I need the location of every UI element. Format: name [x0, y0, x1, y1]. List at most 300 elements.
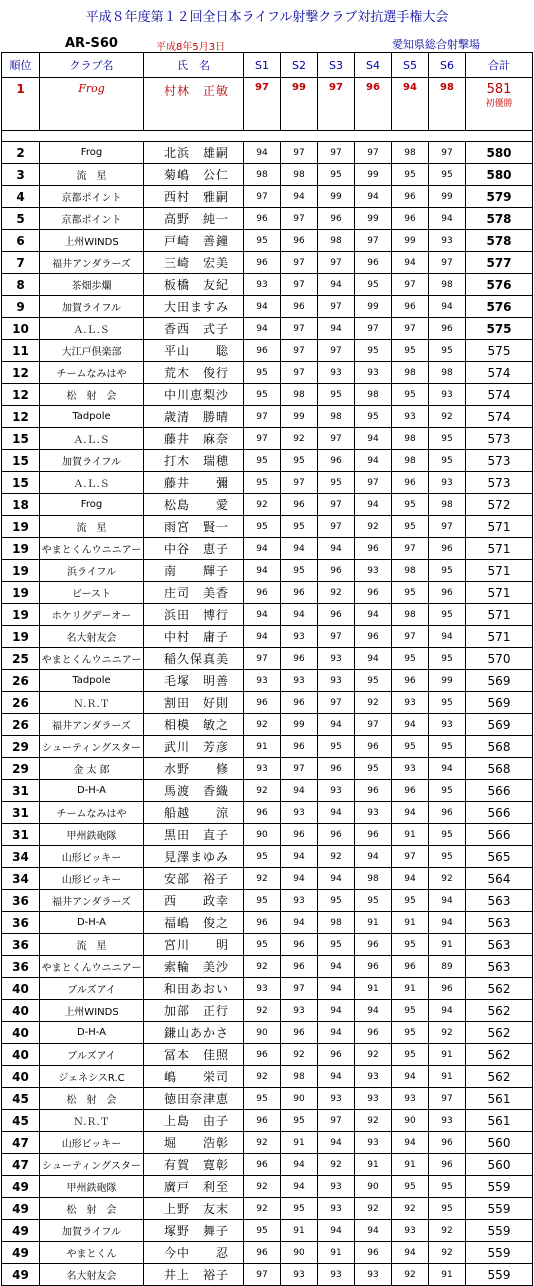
score-cell: 97 — [392, 318, 429, 340]
score-cell: 97 — [355, 318, 392, 340]
score-cell: 95 — [318, 384, 355, 406]
club-cell: 金 太 郎 — [40, 758, 144, 780]
score-cell: 93 — [355, 560, 392, 582]
score-cell: 94 — [355, 186, 392, 208]
club-cell: D-H-A — [40, 780, 144, 802]
score-cell: 97 — [318, 142, 355, 164]
score-cell: 91 — [429, 1066, 466, 1088]
rank-cell: 15 — [2, 428, 40, 450]
club-cell: Ａ.Ｌ.Ｓ — [40, 428, 144, 450]
score-cell: 97 — [429, 142, 466, 164]
table-row — [2, 274, 533, 296]
score-cell: 94 — [244, 560, 281, 582]
score-cell: 94 — [318, 978, 355, 1000]
rank-cell: 25 — [2, 648, 40, 670]
score-cell: 92 — [429, 1242, 466, 1264]
rank-cell: 19 — [2, 516, 40, 538]
total-cell: 568 — [466, 736, 533, 758]
score-cell: 95 — [318, 934, 355, 956]
score-cell: 91 — [392, 824, 429, 846]
score-cell: 91 — [392, 978, 429, 1000]
score-cell: 98 — [429, 78, 466, 131]
name-cell: 索輪 美沙 — [144, 956, 244, 978]
score-cell: 91 — [355, 912, 392, 934]
table-row — [2, 758, 533, 780]
score-cell: 94 — [318, 318, 355, 340]
total-cell: 575 — [466, 318, 533, 340]
score-cell: 94 — [318, 802, 355, 824]
club-cell: 京都ポイント — [40, 186, 144, 208]
total-cell: 562 — [466, 1066, 533, 1088]
score-cell: 94 — [244, 604, 281, 626]
rank-cell: 49 — [2, 1264, 40, 1286]
rank-cell: 9 — [2, 296, 40, 318]
rank-cell: 31 — [2, 824, 40, 846]
score-cell: 92 — [244, 1198, 281, 1220]
club-cell: 京都ポイント — [40, 208, 144, 230]
score-cell: 96 — [318, 824, 355, 846]
score-cell: 96 — [244, 252, 281, 274]
score-cell: 90 — [281, 1242, 318, 1264]
score-cell: 93 — [392, 1088, 429, 1110]
score-cell: 96 — [244, 340, 281, 362]
score-cell: 98 — [429, 274, 466, 296]
score-cell: 94 — [318, 1000, 355, 1022]
score-cell: 94 — [355, 846, 392, 868]
score-cell: 97 — [392, 274, 429, 296]
name-cell: 打木 瑞穂 — [144, 450, 244, 472]
total-cell: 559 — [466, 1242, 533, 1264]
club-cell: Ａ.Ｌ.Ｓ — [40, 318, 144, 340]
score-cell: 96 — [355, 956, 392, 978]
score-cell: 94 — [355, 604, 392, 626]
score-cell: 97 — [355, 142, 392, 164]
score-cell: 94 — [392, 252, 429, 274]
score-cell: 90 — [281, 1088, 318, 1110]
table-row — [2, 472, 533, 494]
score-cell: 93 — [429, 384, 466, 406]
table-row — [2, 1264, 533, 1286]
score-cell: 97 — [281, 340, 318, 362]
total-cell: 574 — [466, 362, 533, 384]
table-row — [2, 1242, 533, 1264]
score-cell: 94 — [392, 802, 429, 824]
score-cell: 94 — [318, 956, 355, 978]
score-cell: 97 — [355, 472, 392, 494]
score-cell: 96 — [392, 296, 429, 318]
score-cell: 93 — [355, 1132, 392, 1154]
score-cell: 96 — [318, 208, 355, 230]
club-cell: 福井アンダラーズ — [40, 714, 144, 736]
table-row — [2, 340, 533, 362]
table-row — [2, 824, 533, 846]
score-cell: 95 — [355, 274, 392, 296]
score-cell: 98 — [318, 406, 355, 428]
score-cell: 96 — [244, 1154, 281, 1176]
name-cell: 藤井 麻奈 — [144, 428, 244, 450]
club-cell: Frog — [40, 494, 144, 516]
score-cell: 97 — [355, 714, 392, 736]
score-cell: 94 — [392, 868, 429, 890]
score-cell: 93 — [429, 230, 466, 252]
table-row — [2, 1132, 533, 1154]
club-cell: Tadpole — [40, 406, 144, 428]
score-cell: 98 — [429, 362, 466, 384]
rank-cell: 4 — [2, 186, 40, 208]
score-cell: 95 — [429, 450, 466, 472]
score-cell: 90 — [355, 1176, 392, 1198]
score-cell: 95 — [244, 472, 281, 494]
club-cell: Ａ.Ｌ.Ｓ — [40, 472, 144, 494]
score-cell: 96 — [392, 780, 429, 802]
score-cell: 95 — [429, 780, 466, 802]
rank-cell: 40 — [2, 1044, 40, 1066]
total-cell: 571 — [466, 560, 533, 582]
club-cell: 山形ビッキー — [40, 868, 144, 890]
name-cell: 上野 友末 — [144, 1198, 244, 1220]
score-cell: 94 — [355, 428, 392, 450]
score-cell: 93 — [429, 472, 466, 494]
score-cell: 93 — [244, 670, 281, 692]
rank-cell: 10 — [2, 318, 40, 340]
total-cell: 576 — [466, 296, 533, 318]
club-cell: 加賀ライフル — [40, 450, 144, 472]
club-cell: 流 星 — [40, 516, 144, 538]
table-row — [2, 428, 533, 450]
score-cell: 97 — [281, 142, 318, 164]
score-cell: 94 — [392, 1242, 429, 1264]
score-cell: 94 — [244, 626, 281, 648]
score-cell: 91 — [281, 1132, 318, 1154]
score-cell: 98 — [355, 868, 392, 890]
rank-cell: 31 — [2, 780, 40, 802]
score-cell: 95 — [318, 164, 355, 186]
total-cell: 574 — [466, 384, 533, 406]
total-cell: 569 — [466, 714, 533, 736]
score-cell: 93 — [392, 406, 429, 428]
score-cell: 96 — [429, 978, 466, 1000]
table-row — [2, 1220, 533, 1242]
event-date: 平成8年5月3日 — [156, 42, 226, 53]
score-cell: 95 — [355, 890, 392, 912]
table-row — [2, 560, 533, 582]
score-cell: 92 — [355, 1198, 392, 1220]
table-row — [2, 868, 533, 890]
score-cell: 94 — [281, 780, 318, 802]
total-cell: 559 — [466, 1220, 533, 1242]
score-cell: 97 — [281, 208, 318, 230]
score-cell: 92 — [244, 780, 281, 802]
name-cell: 藤井 彌 — [144, 472, 244, 494]
club-cell: ブルズアイ — [40, 978, 144, 1000]
club-cell: 山形ビッキー — [40, 846, 144, 868]
rank-cell: 40 — [2, 1000, 40, 1022]
table-row — [2, 846, 533, 868]
name-cell: 今中 忍 — [144, 1242, 244, 1264]
score-cell: 96 — [281, 648, 318, 670]
score-cell: 96 — [281, 494, 318, 516]
score-cell: 94 — [244, 538, 281, 560]
name-cell: 黒田 直子 — [144, 824, 244, 846]
score-cell: 95 — [281, 516, 318, 538]
total-cell: 571 — [466, 538, 533, 560]
score-cell: 96 — [355, 626, 392, 648]
table-row — [2, 1022, 533, 1044]
table-row — [2, 186, 533, 208]
name-cell: 堀 浩彰 — [144, 1132, 244, 1154]
score-cell: 96 — [281, 1022, 318, 1044]
score-cell: 92 — [244, 1066, 281, 1088]
score-cell: 96 — [392, 956, 429, 978]
total-cell: 576 — [466, 274, 533, 296]
score-cell: 93 — [244, 978, 281, 1000]
score-cell: 95 — [244, 1088, 281, 1110]
score-cell: 94 — [318, 868, 355, 890]
rank-cell: 15 — [2, 472, 40, 494]
score-cell: 97 — [429, 516, 466, 538]
score-cell: 94 — [429, 296, 466, 318]
rank-cell: 19 — [2, 626, 40, 648]
rank-cell: 19 — [2, 604, 40, 626]
score-cell: 95 — [429, 164, 466, 186]
club-cell: 福井アンダラーズ — [40, 890, 144, 912]
score-cell: 99 — [355, 164, 392, 186]
score-cell: 94 — [392, 78, 429, 131]
club-cell: Frog — [40, 142, 144, 164]
score-cell: 93 — [281, 670, 318, 692]
rank-cell: 19 — [2, 538, 40, 560]
total-cell: 561 — [466, 1110, 533, 1132]
score-cell: 95 — [429, 340, 466, 362]
name-cell: 相模 敏之 — [144, 714, 244, 736]
score-cell: 94 — [355, 450, 392, 472]
score-cell: 99 — [355, 296, 392, 318]
score-cell: 95 — [281, 560, 318, 582]
total-cell: 569 — [466, 692, 533, 714]
table-row — [2, 890, 533, 912]
table-row — [2, 626, 533, 648]
score-cell: 95 — [429, 1198, 466, 1220]
total-cell: 563 — [466, 912, 533, 934]
name-cell: 上島 由子 — [144, 1110, 244, 1132]
club-cell: ジェネシスR.C — [40, 1066, 144, 1088]
score-cell: 95 — [392, 1000, 429, 1022]
score-cell: 97 — [392, 538, 429, 560]
rank-cell: 34 — [2, 846, 40, 868]
score-cell: 93 — [392, 758, 429, 780]
score-cell: 95 — [244, 384, 281, 406]
rank-cell: 45 — [2, 1110, 40, 1132]
score-cell: 99 — [318, 186, 355, 208]
total-cell: 559 — [466, 1176, 533, 1198]
name-cell: 嶋 栄司 — [144, 1066, 244, 1088]
score-cell: 91 — [355, 978, 392, 1000]
name-cell: 鎌山あかさ — [144, 1022, 244, 1044]
score-cell: 95 — [244, 846, 281, 868]
score-cell: 92 — [355, 1044, 392, 1066]
table-row — [2, 604, 533, 626]
score-cell: 96 — [244, 1110, 281, 1132]
score-cell: 96 — [355, 1022, 392, 1044]
score-cell: 94 — [281, 846, 318, 868]
total-cell: 580 — [466, 142, 533, 164]
club-cell: やまとくんウニニアー — [40, 956, 144, 978]
total-cell: 563 — [466, 934, 533, 956]
score-cell: 95 — [392, 582, 429, 604]
score-cell: 93 — [318, 1198, 355, 1220]
score-cell: 92 — [429, 1220, 466, 1242]
score-cell: 97 — [392, 846, 429, 868]
total-cell: 560 — [466, 1154, 533, 1176]
club-cell: 流 星 — [40, 164, 144, 186]
score-cell: 95 — [429, 428, 466, 450]
club-cell: ホケリグデーオー — [40, 604, 144, 626]
table-row — [2, 802, 533, 824]
score-cell: 94 — [318, 1220, 355, 1242]
score-cell: 98 — [392, 560, 429, 582]
club-cell: 名大射友会 — [40, 1264, 144, 1286]
total-cell: 562 — [466, 1022, 533, 1044]
page-title: 平成８年度第１２回全日本ライフル射撃クラブ対抗選手権大会 — [85, 10, 449, 25]
table-row — [2, 1088, 533, 1110]
score-cell: 92 — [318, 846, 355, 868]
name-cell: 冨本 佳照 — [144, 1044, 244, 1066]
score-cell: 97 — [392, 626, 429, 648]
total-cell: 566 — [466, 780, 533, 802]
club-cell: ブルズアイ — [40, 1044, 144, 1066]
table-row — [2, 934, 533, 956]
table-row — [2, 956, 533, 978]
score-cell: 93 — [281, 802, 318, 824]
table-row — [2, 296, 533, 318]
score-cell: 93 — [318, 648, 355, 670]
total-cell: 578 — [466, 230, 533, 252]
total-cell: 573 — [466, 428, 533, 450]
score-cell: 91 — [392, 1154, 429, 1176]
score-cell: 96 — [318, 560, 355, 582]
score-cell: 94 — [281, 604, 318, 626]
total-cell: 564 — [466, 868, 533, 890]
score-cell: 99 — [281, 714, 318, 736]
rank-cell: 49 — [2, 1220, 40, 1242]
score-cell: 97 — [244, 428, 281, 450]
score-cell: 96 — [318, 604, 355, 626]
score-cell: 96 — [281, 296, 318, 318]
score-cell: 99 — [355, 208, 392, 230]
score-cell: 96 — [355, 934, 392, 956]
score-cell: 92 — [318, 582, 355, 604]
rank-cell: 29 — [2, 758, 40, 780]
score-cell: 94 — [392, 1132, 429, 1154]
name-cell: 安部 裕子 — [144, 868, 244, 890]
score-cell: 96 — [244, 692, 281, 714]
total-cell: 562 — [466, 1000, 533, 1022]
name-cell: 中村 庸子 — [144, 626, 244, 648]
club-cell: シューティングスター — [40, 1154, 144, 1176]
score-cell: 95 — [244, 1220, 281, 1242]
score-cell: 94 — [318, 1066, 355, 1088]
score-cell: 94 — [429, 890, 466, 912]
score-cell: 97 — [281, 472, 318, 494]
score-cell: 96 — [281, 582, 318, 604]
score-cell: 95 — [355, 758, 392, 780]
score-cell: 96 — [392, 670, 429, 692]
rank-cell: 19 — [2, 582, 40, 604]
results-table — [1, 52, 533, 1286]
score-cell: 94 — [429, 1000, 466, 1022]
name-cell: 宮川 明 — [144, 934, 244, 956]
score-cell: 96 — [429, 318, 466, 340]
score-cell: 95 — [392, 494, 429, 516]
score-cell: 92 — [392, 1198, 429, 1220]
score-cell: 92 — [392, 1264, 429, 1286]
score-cell: 97 — [318, 626, 355, 648]
score-cell: 95 — [392, 384, 429, 406]
score-cell: 97 — [318, 340, 355, 362]
score-cell: 93 — [318, 670, 355, 692]
score-cell: 93 — [355, 802, 392, 824]
score-cell: 92 — [429, 868, 466, 890]
score-cell: 92 — [244, 714, 281, 736]
total-cell: 560 — [466, 1132, 533, 1154]
club-cell: 松 射 会 — [40, 1088, 144, 1110]
name-cell: 村林 正敏 — [144, 78, 244, 131]
name-cell: 和田あおい — [144, 978, 244, 1000]
score-cell: 96 — [244, 208, 281, 230]
score-cell: 97 — [281, 318, 318, 340]
score-cell: 95 — [429, 824, 466, 846]
score-cell: 96 — [429, 538, 466, 560]
score-cell: 97 — [429, 252, 466, 274]
score-cell: 97 — [281, 362, 318, 384]
table-row — [2, 1154, 533, 1176]
name-cell: 西村 雅嗣 — [144, 186, 244, 208]
score-cell: 98 — [244, 164, 281, 186]
name-cell: 割田 好則 — [144, 692, 244, 714]
score-cell: 98 — [318, 230, 355, 252]
score-cell: 94 — [429, 758, 466, 780]
score-cell: 90 — [244, 1022, 281, 1044]
score-cell: 95 — [244, 934, 281, 956]
score-cell: 95 — [281, 1198, 318, 1220]
score-cell: 95 — [429, 1176, 466, 1198]
score-cell: 93 — [392, 692, 429, 714]
total-cell: 575 — [466, 340, 533, 362]
score-cell: 96 — [244, 582, 281, 604]
score-cell: 93 — [281, 626, 318, 648]
score-cell: 94 — [318, 274, 355, 296]
name-cell: 毛塚 明善 — [144, 670, 244, 692]
score-cell: 91 — [429, 1044, 466, 1066]
total-cell: 569 — [466, 670, 533, 692]
score-cell: 99 — [429, 670, 466, 692]
score-cell: 95 — [392, 1022, 429, 1044]
score-cell: 93 — [318, 1264, 355, 1286]
table-row — [2, 252, 533, 274]
score-cell: 93 — [281, 1000, 318, 1022]
name-cell: 廣戸 利至 — [144, 1176, 244, 1198]
club-cell: 浜ライフル — [40, 560, 144, 582]
score-cell: 91 — [429, 1264, 466, 1286]
score-cell: 96 — [429, 582, 466, 604]
score-cell: 95 — [318, 736, 355, 758]
score-cell: 97 — [318, 78, 355, 131]
score-cell: 97 — [244, 1264, 281, 1286]
score-cell: 93 — [318, 780, 355, 802]
score-cell: 92 — [429, 1022, 466, 1044]
total-cell: 559 — [466, 1264, 533, 1286]
score-cell: 93 — [392, 1220, 429, 1242]
